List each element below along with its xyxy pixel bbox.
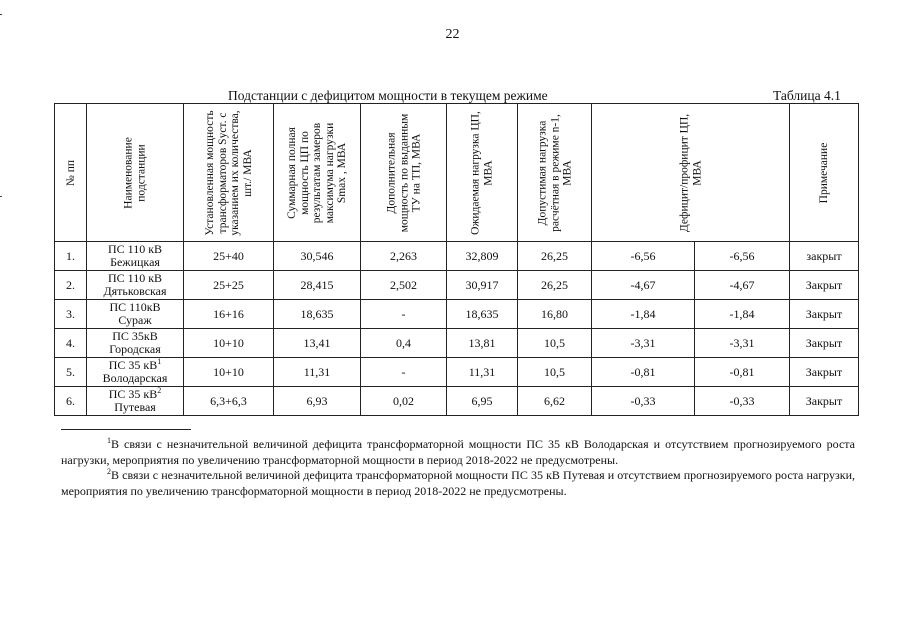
cell-name: ПС 110 кВ Бежицкая: [87, 242, 184, 271]
cell-allowed: 26,25: [518, 242, 592, 271]
table-row: [55, 387, 859, 416]
table-header-row: [55, 104, 859, 242]
cell-additional: 2,502: [361, 271, 447, 300]
header-note: Примечание: [790, 104, 859, 242]
footnote-1: $^1$В связи с незначительной величиной дефицита трансформаторной мощности ПС 35 кВ Володарская и отсутствием прогнозируемого роста нагрузки, мероприятия по увеличению трансформаторной мощности в период 2018-2022 не предусмотрены.: [61, 436, 855, 467]
cell-def2: -1,84: [695, 300, 790, 329]
cell-def2: -6,56: [695, 242, 790, 271]
cell-note: Закрыт: [790, 300, 859, 329]
cell-num: 5.: [55, 358, 87, 387]
cell-num: 2.: [55, 271, 87, 300]
cell-name: ПС 110 кВ Дятьковская: [87, 271, 184, 300]
cell-def1: -3,31: [592, 329, 695, 358]
cell-allowed: 10,5: [518, 358, 592, 387]
cell-additional: -: [361, 358, 447, 387]
header-allowed: Допустимая нагрузка расчётная в режиме n-1, МВА: [518, 104, 592, 242]
header-expected: Ожидаемая нагрузка ЦП, МВА: [447, 104, 518, 242]
cell-num: 3.: [55, 300, 87, 329]
cell-def2: -0,81: [695, 358, 790, 387]
cell-additional: 0,02: [361, 387, 447, 416]
header-additional: Дополнительная мощность по выданным ТУ на ТП, МВА: [361, 104, 447, 242]
table-caption: Подстанции с дефицитом мощности в текущем режиме: [228, 88, 548, 103]
cell-note: Закрыт: [790, 358, 859, 387]
cell-expected: 18,635: [447, 300, 518, 329]
header-deficit: Дефицит/профицит ЦП, МВА: [592, 104, 790, 242]
footnote-2: $^2$В связи с незначительной величиной дефицита трансформаторной мощности ПС 35 кВ Путевая и отсутствием прогнозируемого роста нагрузки, мероприятия по увеличению трансформаторной мощности в период 2018-2022 не предусмотрены.: [61, 467, 855, 498]
table-label: Таблица 4.1: [773, 88, 841, 103]
cell-def1: -0,81: [592, 358, 695, 387]
cell-allowed: 16,80: [518, 300, 592, 329]
table-row: [55, 271, 859, 300]
cell-expected: 13,81: [447, 329, 518, 358]
cell-total: 13,41: [274, 329, 361, 358]
header-name: Наименование подстанции: [87, 104, 184, 242]
cell-total: 18,635: [274, 300, 361, 329]
cell-installed: 10+10: [184, 329, 274, 358]
cell-num: 4.: [55, 329, 87, 358]
cell-total: 11,31: [274, 358, 361, 387]
cell-name: ПС 35 $кВ^1$ Володарская: [87, 358, 184, 387]
cell-num: 6.: [55, 387, 87, 416]
cell-installed: 25+25: [184, 271, 274, 300]
cell-def1: -6,56: [592, 242, 695, 271]
cell-name: ПС 35кВ Городская: [87, 329, 184, 358]
cell-note: Закрыт: [790, 271, 859, 300]
cell-expected: 30,917: [447, 271, 518, 300]
cell-total: 6,93: [274, 387, 361, 416]
header-total: Суммарная полная мощность ЦП по результатам замеров максимума нагрузки Smax , МВА: [274, 104, 361, 242]
page-number: 22: [445, 27, 460, 42]
cell-note: Закрыт: [790, 387, 859, 416]
footnote-separator: [61, 429, 191, 430]
cell-allowed: 10,5: [518, 329, 592, 358]
cell-additional: -: [361, 300, 447, 329]
cell-num: 1.: [55, 242, 87, 271]
table-row: [55, 329, 859, 358]
cell-note: Закрыт: [790, 329, 859, 358]
cell-def2: -0,33: [695, 387, 790, 416]
cell-def1: -0,33: [592, 387, 695, 416]
cell-installed: 10+10: [184, 358, 274, 387]
table-row: [55, 300, 859, 329]
cell-total: 30,546: [274, 242, 361, 271]
cell-installed: 16+16: [184, 300, 274, 329]
cell-name: ПС 110кВ Сураж: [87, 300, 184, 329]
scan-edge-mark: [0, 196, 2, 197]
substation-table: [54, 103, 859, 416]
cell-allowed: 6,62: [518, 387, 592, 416]
header-installed: Установленная мощность трансформаторов Sуст. с указанием их количества, шт./ МВА: [184, 104, 274, 242]
cell-allowed: 26,25: [518, 271, 592, 300]
cell-expected: 6,95: [447, 387, 518, 416]
table-row: [55, 242, 859, 271]
cell-note: закрыт: [790, 242, 859, 271]
scan-edge-mark: [0, 14, 2, 15]
cell-installed: 25+40: [184, 242, 274, 271]
cell-def2: -4,67: [695, 271, 790, 300]
cell-expected: 11,31: [447, 358, 518, 387]
cell-def1: -1,84: [592, 300, 695, 329]
cell-expected: 32,809: [447, 242, 518, 271]
header-num: № пп: [55, 104, 87, 242]
cell-installed: 6,3+6,3: [184, 387, 274, 416]
cell-name: ПС 35 $кВ^2$ Путевая: [87, 387, 184, 416]
cell-additional: 2,263: [361, 242, 447, 271]
table-row: [55, 358, 859, 387]
cell-def1: -4,67: [592, 271, 695, 300]
cell-def2: -3,31: [695, 329, 790, 358]
cell-total: 28,415: [274, 271, 361, 300]
cell-additional: 0,4: [361, 329, 447, 358]
